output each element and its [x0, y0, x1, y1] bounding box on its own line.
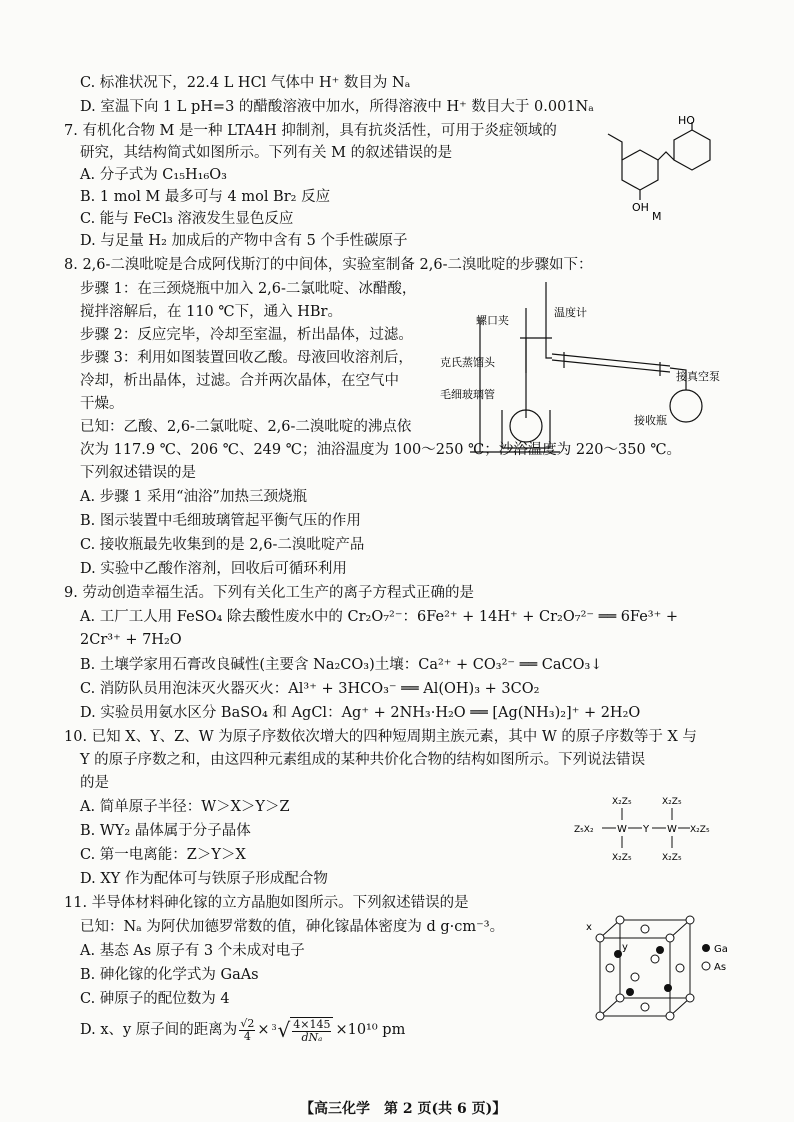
ring-right [674, 130, 710, 170]
struct-bottom-right: X₂Z₅ [662, 853, 682, 863]
methoxy-bond [608, 134, 622, 160]
legend-ga-dot [702, 944, 710, 952]
text-line-l10: 步骤 1：在三颈烧瓶中加入 2,6-二氯吡啶、冰醋酸， [80, 281, 417, 297]
text-line-l03: 7. 有机化合物 M 是一种 LTA4H 抑制剂，具有抗炎活性，可用于炎症领域的 [64, 123, 557, 139]
text-line-l30: Y 的原子序数之和，由这四种元素组成的某种共价化合物的结构如图所示。下列说法错误 [80, 752, 646, 768]
apparatus-figure [440, 278, 740, 458]
ring-left [622, 150, 658, 190]
text-line-l11: 搅拌溶解后，在 110 ℃下，通入 HBr。 [80, 304, 342, 320]
q11-d-root-index: 3 [271, 1022, 277, 1032]
text-line-l05: A. 分子式为 C₁₅H₁₆O₃ [80, 167, 227, 183]
struct-top-right: X₂Z₅ [662, 797, 682, 807]
text-line-l35: D. XY 作为配体可与铁原子形成配合物 [80, 871, 328, 887]
crystal-y-label: y [622, 942, 628, 953]
text-line-l27: C. 消防队员用泡沫灭火器灭火：Al³⁺ + 3HCO₃⁻ ══ Al(OH)₃ + 3CO₂ [80, 681, 540, 697]
q11-d-times: × [257, 1022, 270, 1038]
text-line-l31: 的是 [80, 775, 109, 791]
crystal-cell-figure [580, 908, 740, 1028]
q11-d-prefix: D. x、y 原子间的距离为 [80, 1022, 238, 1038]
claisen-head [520, 338, 552, 373]
struct-top-left: X₂Z₅ [612, 797, 632, 807]
struct-bottom-left: X₂Z₅ [612, 853, 632, 863]
q11-d-inner-fraction [290, 1017, 333, 1044]
text-line-l09: 8. 2,6-二溴吡啶是合成阿伐斯汀的中间体，实验室制备 2,6-二溴吡啶的步骤如下： [64, 257, 593, 273]
text-line-l08: D. 与足量 H₂ 加成后的产物中含有 5 个手性碳原子 [80, 233, 408, 249]
struct-y: Y [643, 824, 650, 835]
text-line-l18: 下列叙述错误的是 [80, 465, 196, 481]
text-line-l17: 次为 117.9 ℃、206 ℃、249 ℃；油浴温度为 100～250 ℃；沙浴温度为 220～350 ℃。 [80, 442, 682, 458]
q11-d-fraction [239, 1018, 255, 1043]
crystal-x-label: x [586, 922, 592, 933]
struct-w-left: W [617, 824, 627, 835]
text-line-l07: C. 能与 FeCl₃ 溶液发生显色反应 [80, 211, 294, 227]
thermometer-label: 温度计 [554, 306, 587, 319]
text-line-l01: C. 标准状况下，22.4 L HCl 气体中 H⁺ 数目为 Nₐ [80, 75, 411, 91]
receiver-flask [670, 390, 702, 422]
ho-label: HO [678, 114, 695, 127]
condenser [552, 352, 670, 376]
q11-d-root [271, 1017, 333, 1044]
struct-left: Z₅X₂ [574, 825, 594, 835]
text-line-l13: 步骤 3：利用如图装置回收乙酸。母液回收溶剂后， [80, 350, 413, 366]
legend-ga-label: Ga [714, 944, 728, 955]
compound-structure-svg [570, 790, 720, 866]
as-atoms [596, 916, 694, 1020]
ga-atoms [614, 946, 672, 996]
text-line-l20: B. 图示装置中毛细玻璃管起平衡气压的作用 [80, 513, 361, 529]
text-line-l28: D. 实验员用氨水区分 BaSO₄ 和 AgCl：Ag⁺ + 2NH₃·H₂O ══ [Ag(NH₃)₂]⁺ + 2H₂O [80, 705, 641, 721]
text-line-l25: 2Cr³⁺ + 7H₂O [80, 632, 182, 648]
struct-w-right: W [667, 824, 677, 835]
text-line-l38: A. 基态 As 原子有 3 个未成对电子 [80, 943, 305, 959]
text-line-l24: A. 工厂工人用 FeSO₄ 除去酸性废水中的 Cr₂O₇²⁻：6Fe²⁺ + 14H⁺ + Cr₂O₇²⁻ ══ 6Fe³⁺ + [80, 609, 679, 625]
molecule-label-m: M [652, 210, 662, 222]
q11-option-d [80, 1014, 405, 1046]
text-line-l15: 干燥。 [80, 396, 124, 412]
receiver-label: 接收瓶 [634, 414, 667, 427]
text-line-l34: C. 第一电离能：Z＞Y＞X [80, 847, 246, 863]
capillary-label: 毛细玻璃管 [440, 388, 495, 401]
chain-bond [658, 152, 674, 160]
q11-d-frac-den: 4 [243, 1029, 251, 1043]
legend-as-label: As [714, 962, 727, 973]
text-line-l23: 9. 劳动创造幸福生活。下列有关化工生产的离子方程式正确的是 [64, 585, 474, 601]
text-line-l04: 研究，其结构简式如图所示。下列有关 M 的叙述错误的是 [80, 145, 453, 161]
text-line-l22: D. 实验中乙酸作溶剂，回收后可循环利用 [80, 561, 347, 577]
text-line-l06: B. 1 mol M 最多可与 4 mol Br₂ 反应 [80, 189, 331, 205]
text-line-l02: D. 室温下向 1 L pH=3 的醋酸溶液中加水，所得溶液中 H⁺ 数目大于 0.001Nₐ [80, 99, 594, 115]
text-line-l36: 11. 半导体材料砷化镓的立方晶胞如图所示。下列叙述错误的是 [64, 895, 469, 911]
text-line-l32: A. 简单原子半径：W＞X＞Y＞Z [80, 799, 290, 815]
apparatus-svg [440, 278, 740, 458]
radical-sign-icon: √ [277, 1018, 291, 1042]
text-line-l14: 冷却，析出晶体，过滤。合并两次晶体，在空气中 [80, 373, 399, 389]
text-line-l12: 步骤 2：反应完毕，冷却至室温，析出晶体，过滤。 [80, 327, 413, 343]
text-line-l37: 已知：Nₐ 为阿伏加德罗常数的值，砷化镓晶体密度为 d g·cm⁻³。 [80, 919, 505, 935]
q11-d-suffix: ×10¹⁰ pm [335, 1022, 406, 1038]
text-line-l33: B. WY₂ 晶体属于分子晶体 [80, 823, 251, 839]
clamp-label: 螺口夹 [476, 314, 509, 327]
struct-right: X₂Z₅ [690, 825, 710, 835]
crystal-cell-svg [580, 908, 740, 1028]
oh-label: OH [632, 201, 649, 214]
text-line-l26: B. 土壤学家用石膏改良碱性(主要含 Na₂CO₃)土壤：Ca²⁺ + CO₃²⁻ ══ CaCO₃↓ [80, 657, 603, 673]
legend-as-dot [702, 962, 710, 970]
text-line-l39: B. 砷化镓的化学式为 GaAs [80, 967, 259, 983]
text-line-l19: A. 步骤 1 采用“油浴”加热三颈烧瓶 [80, 489, 307, 505]
vacuum-label: 接真空泵 [676, 370, 720, 383]
text-line-l16: 已知：乙酸、2,6-二氯吡啶、2,6-二溴吡啶的沸点依 [80, 419, 412, 435]
q11-d-inner-num: 4×145 [293, 1017, 331, 1031]
text-line-l21: C. 接收瓶最先收集到的是 2,6-二溴吡啶产品 [80, 537, 365, 553]
text-line-l40: C. 砷原子的配位数为 4 [80, 991, 230, 1007]
molecule-m-figure [600, 112, 730, 222]
q11-d-inner-den: dNₐ [301, 1030, 323, 1044]
molecule-m-svg [600, 112, 730, 222]
q11-d-frac-num: √2 [240, 1016, 255, 1030]
claisen-head-label: 克氏蒸馏头 [440, 356, 495, 369]
compound-structure-figure [570, 790, 720, 866]
page-footer: 【高三化学 第 2 页(共 6 页)】 [300, 1101, 507, 1117]
text-line-l29: 10. 已知 X、Y、Z、W 为原子序数依次增大的四种短周期主族元素，其中 W 的原子序数等于 X 与 [64, 729, 697, 745]
